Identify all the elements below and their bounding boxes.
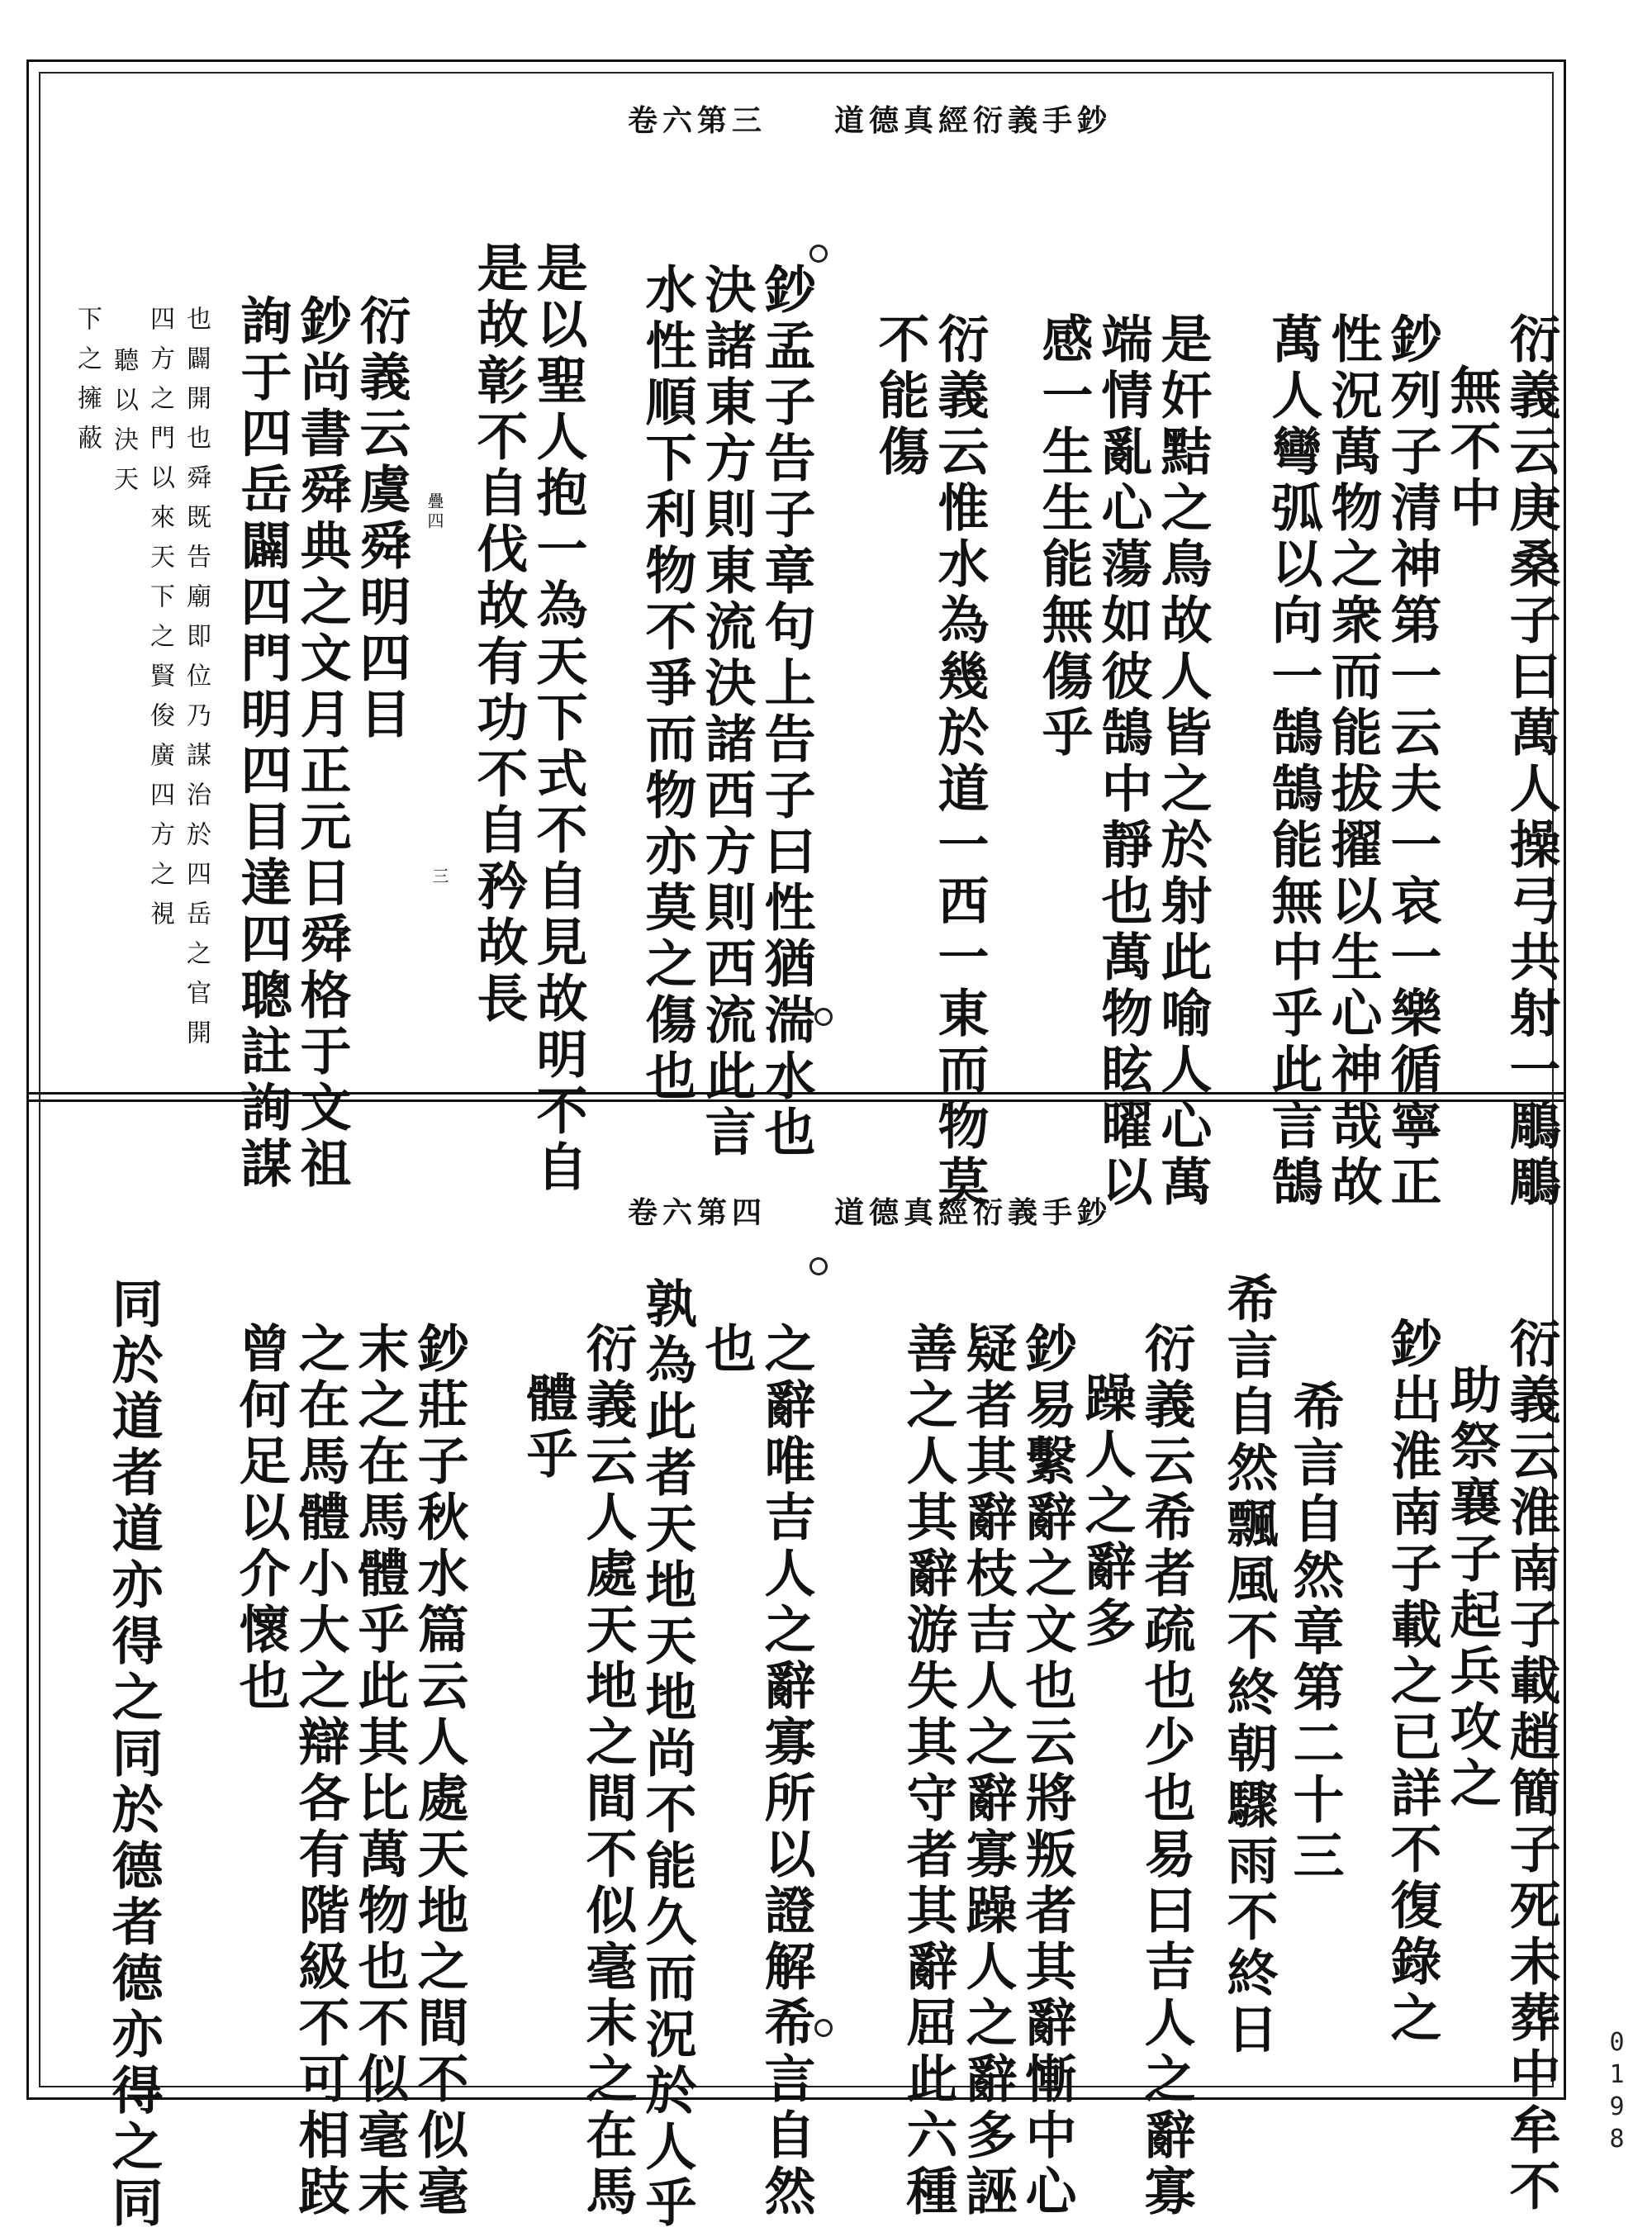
- text-column: 感一生生能無傷乎: [1033, 312, 1094, 762]
- annotation-column: 四方之門以來天下之賢俊廣四方之視: [145, 306, 174, 940]
- text-column: 疑者其辭枝吉人之辭寡躁人之辭多誣: [957, 1322, 1018, 2220]
- text-column: 鈔尚書舜典之文月正元日舜格于文祖: [292, 294, 352, 1193]
- text-column: 躁人之辭多: [1076, 1371, 1137, 1652]
- text-column: 希言自然章第二十三: [1284, 1380, 1345, 1885]
- text-column: 孰為此者天地天地尚不能久而況於人乎: [637, 1277, 697, 2232]
- circle-mark: [814, 1008, 833, 1026]
- text-column: 不能傷: [870, 312, 930, 481]
- text-column: 詢于四岳闢四門明四目達四聰註詢謀: [232, 294, 292, 1193]
- text-column: 希言自然飄風不終朝驟雨不終日: [1218, 1272, 1279, 2059]
- text-column: 水性順下利物不爭而物亦莫之傷也: [637, 263, 697, 1105]
- text-column: 鈔出淮南子載之已詳不復錄之: [1382, 1317, 1442, 2047]
- text-column: 善之人其辭游失其守者其辭屈此六種: [898, 1322, 958, 2220]
- circle-mark: [809, 1257, 828, 1275]
- text-column: 端情亂心蕩如彼鵠中靜也萬物眩曜以: [1093, 312, 1153, 1211]
- text-column: 無不中: [1441, 363, 1502, 532]
- header-volume: 卷六第四: [628, 1195, 767, 1230]
- text-column: 鈔易繫辭之文也云將叛者其辭慚中心: [1017, 1322, 1077, 2220]
- text-column: 曾何足以介懷也: [230, 1322, 291, 1715]
- circle-mark: [809, 245, 828, 263]
- text-column: 萬人彎弧以向一鵠鵠能無中乎此言鵠: [1263, 312, 1323, 1211]
- marginal-mark: 三: [430, 867, 449, 887]
- text-column: 衍義云虞舜明四目: [351, 294, 411, 743]
- text-column: 之辭唯吉人之辭寡所以證解希言自然: [756, 1322, 816, 2220]
- text-column: 是奸黠之鳥故人皆之於射此喻人心萬: [1152, 312, 1213, 1211]
- text-column: 鈔莊子秋水篇云人處天地之間不似毫: [409, 1322, 469, 2220]
- text-column: 衍義云惟水為幾於道一西一東而物莫: [929, 312, 990, 1211]
- annotation-column: 聽以決天: [109, 347, 138, 506]
- text-column: 決諸東方則東流決諸西方則西流此言: [696, 263, 757, 1161]
- marginal-mark: 疊四: [425, 492, 444, 532]
- text-column: 體乎: [518, 1371, 578, 1484]
- text-column: 衍義云人處天地之間不似毫末之在馬: [577, 1322, 638, 2220]
- text-column: 衍義云淮南子載趙簡子死未葬中牟不: [1501, 1317, 1561, 2215]
- text-column: 末之在馬體乎此其比萬物也不似毫末: [349, 1322, 410, 2220]
- text-column: 也: [696, 1322, 757, 1378]
- text-column: 鈔列子清神第一云夫一哀一樂循寧正: [1382, 312, 1442, 1211]
- annotation-column: 也闢開也舜既告廟即位乃謀治於四岳之官開: [182, 306, 211, 1059]
- text-column: 衍義云希者疏也少也易曰吉人之辭寡: [1136, 1322, 1196, 2220]
- page-number: 0198: [1602, 2028, 1631, 2157]
- circle-mark: [814, 2019, 833, 2037]
- annotation-column: 下之擁蔽: [73, 306, 102, 464]
- text-column: 是故彰不自伐故有功不自矜故長: [468, 241, 529, 1028]
- header-title: 道德真經衍義手鈔: [834, 1195, 1113, 1230]
- text-column: 衍義云庚桑子曰萬人操弓共射一鵰鵰: [1501, 312, 1561, 1211]
- header-title: 道德真經衍義手鈔: [834, 103, 1113, 138]
- text-column: 助祭襄子起兵攻之: [1441, 1363, 1502, 1812]
- text-column: 之在馬體小大之辯各有階級不可相跂: [290, 1322, 350, 2220]
- text-column: 同於道者道亦得之同於德者德亦得之同: [103, 1277, 164, 2232]
- text-column: 性況萬物之衆而能拔擢以生心神哉故: [1322, 312, 1383, 1211]
- header-volume: 卷六第三: [628, 103, 767, 138]
- text-column: 鈔孟子告子章句上告子曰性猶湍水也: [756, 263, 816, 1161]
- text-column: 是以聖人抱一為天下式不自見故明不自: [528, 241, 588, 1196]
